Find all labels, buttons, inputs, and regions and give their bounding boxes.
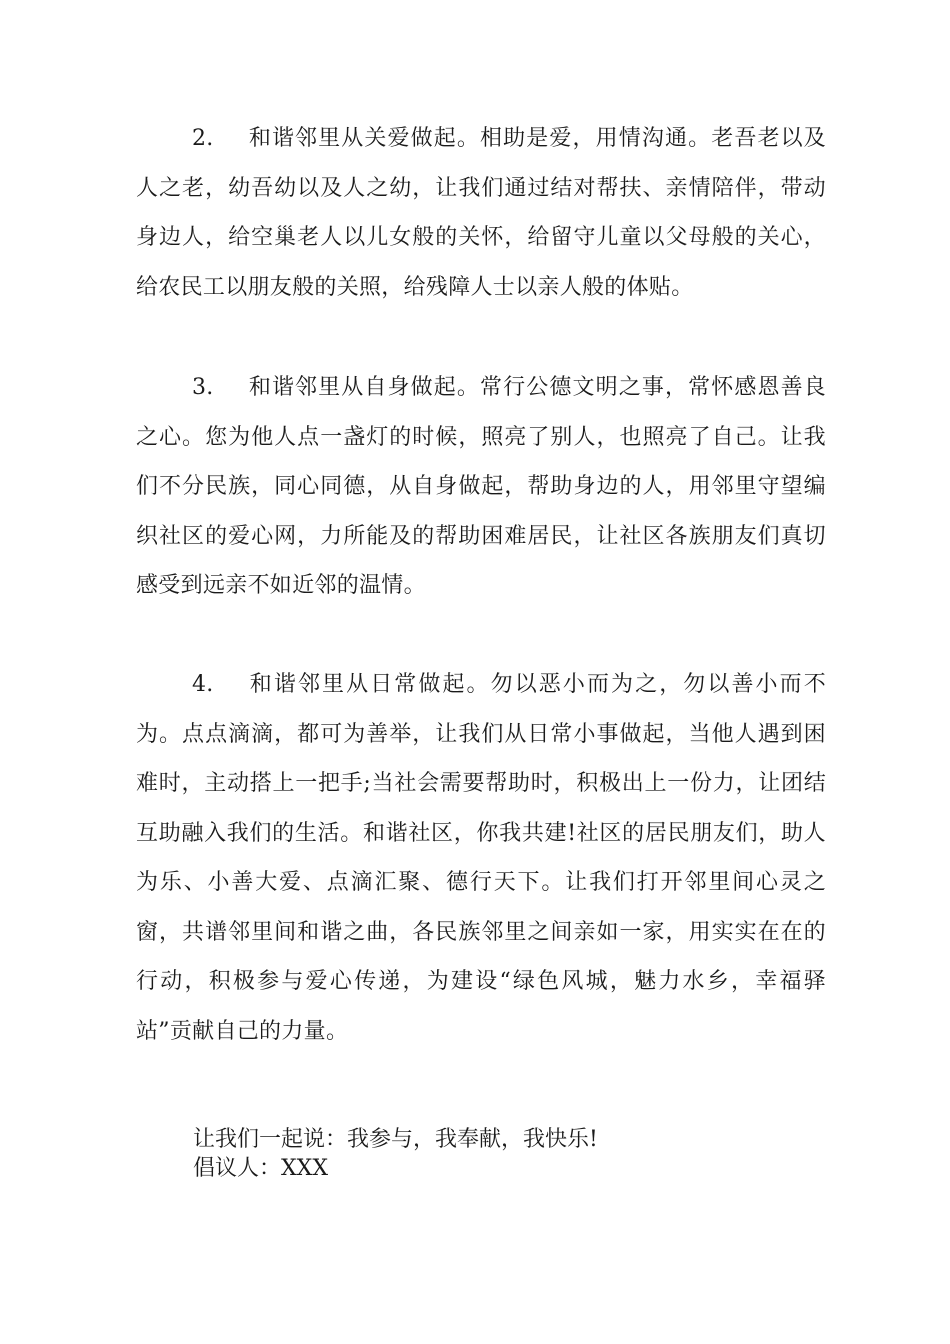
paragraph-text: 和谐邻里从关爱做起。相助是爱，用情沟通。老吾老以及人之老，幼吾幼以及人之幼，让我们通过结对帮扶、亲情陪伴，带动身边人，给空巢老人以儿女般的关怀，给留守儿童以父母般的关心，给农民工以朋友般的关照，给残障人士以亲人般的体贴。	[136, 126, 826, 300]
closing-slogan: 让我们一起说：我参与，我奉献，我快乐!	[193, 1127, 598, 1152]
paragraph-item-2	[136, 114, 826, 312]
signer-line: 倡议人：XXX	[193, 1156, 328, 1181]
paragraph-text: 和谐邻里从日常做起。勿以恶小而为之，勿以善小而不为。点点滴滴，都可为善举，让我们从日常小事做起，当他人遇到困难时，主动搭上一把手;当社会需要帮助时，积极出上一份力，让团结互助融入我们的生活。和谐社区，你我共建!社区的居民朋友们，助人为乐、小善大爱、点滴汇聚、德行天下。让我们打开邻里间心灵之窗，共谱邻里间和谐之曲，各民族邻里之间亲如一家，用实实在在的行动，积极参与爱心传递，为建设“绿色风城，魅力水乡，幸福驿站”贡献自己的力量。	[136, 672, 826, 1044]
paragraph-number: 4.	[192, 672, 214, 697]
paragraph-number: 2.	[192, 126, 214, 151]
paragraph-text: 和谐邻里从自身做起。常行公德文明之事，常怀感恩善良之心。您为他人点一盏灯的时候，照亮了别人，也照亮了自己。让我们不分民族，同心同德，从自身做起，帮助身边的人，用邻里守望编织社区的爱心网，力所能及的帮助困难居民，让社区各族朋友们真切感受到远亲不如近邻的温情。	[136, 375, 826, 598]
paragraph-item-4	[136, 660, 826, 1056]
paragraph-number: 3.	[192, 375, 214, 400]
paragraph-item-3	[136, 363, 826, 611]
